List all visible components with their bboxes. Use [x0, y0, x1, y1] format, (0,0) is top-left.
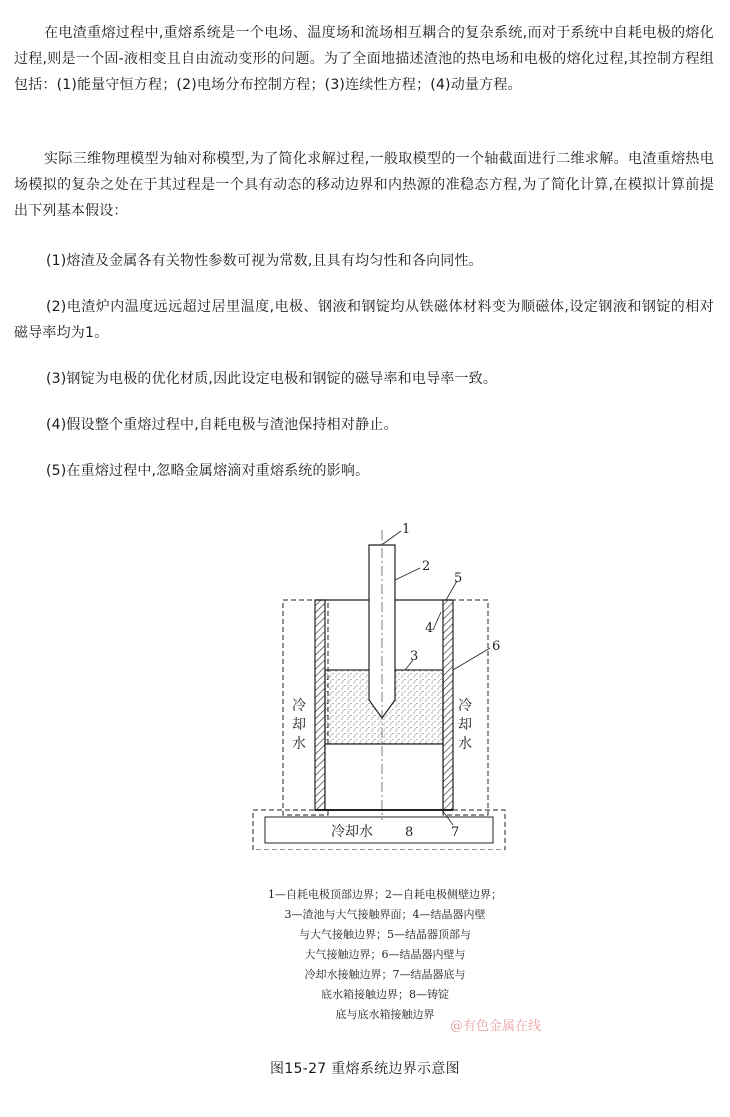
figure-title: 图15-27 重熔系统边界示意图	[270, 1061, 460, 1077]
cooling-water-left-2: 却	[292, 717, 306, 733]
assumption-5: (5)在重熔过程中,忽略金属熔滴对重熔系统的影响。	[46, 463, 370, 479]
assumption-3: (3)钢锭为电极的优化材质,因此设定电极和钢锭的磁导率和电导率一致。	[46, 371, 498, 387]
legend-line: 大气接触边界；6—结晶器内壁与	[304, 948, 466, 961]
label-7: 7	[451, 825, 460, 840]
label-5: 5	[454, 571, 463, 586]
label-8: 8	[405, 825, 414, 840]
mold-wall-right	[443, 600, 453, 810]
cooling-water-right-3: 水	[458, 736, 472, 752]
cooling-water-right-2: 却	[458, 717, 472, 733]
cooling-water-left-1: 冷	[292, 698, 306, 714]
label-4: 4	[425, 621, 434, 636]
watermark: @有色金属在线	[450, 1019, 542, 1034]
label-2: 2	[422, 559, 431, 574]
remelting-system-diagram	[245, 520, 515, 850]
diagram-svg	[245, 520, 515, 850]
legend-line: 3—渣池与大气接触界面；4—结晶器内壁	[284, 908, 486, 921]
legend-line: 底水箱接触边界；8—铸锭	[321, 988, 449, 1001]
intro-paragraph: 在电渣重熔过程中,重熔系统是一个电场、温度场和流场相互耦合的复杂系统,而对于系统中自耗电极的熔化过程,则是一个固-液相变且自由流动变形的问题。为了全面地描述渣池的热电场和电极的熔化过程,其控制方程组包括：(1)能量守恒方程；(2)电场分布控制方程；(3)连续性方程；(4)动量方程。	[14, 25, 714, 93]
ingot	[325, 744, 443, 810]
label-3: 3	[410, 649, 419, 664]
bottom-water-box	[253, 810, 505, 850]
legend-line: 与大气接触边界；5—结晶器顶部与	[299, 928, 471, 941]
legend-line: 1—自耗电极顶部边界；2—自耗电极侧壁边界；	[268, 888, 502, 901]
cooling-water-left-3: 水	[292, 736, 306, 752]
assumption-4: (4)假设整个重熔过程中,自耗电极与渣池保持相对静止。	[46, 417, 398, 433]
model-paragraph: 实际三维物理模型为轴对称模型,为了简化求解过程,一般取模型的一个轴截面进行二维求解。电渣重熔热电场模拟的复杂之处在于其过程是一个具有动态的移动边界和内热源的准稳态方程,为了简化计算,在模拟计算前提出下列基本假设：	[14, 151, 714, 219]
legend-line: 冷却水接触边界；7—结晶器底与	[304, 968, 466, 981]
figure-legend	[240, 885, 530, 1025]
label-1: 1	[402, 522, 411, 537]
assumption-1: (1)熔渣及金属各有关物性参数可视为常数,且具有均匀性和各向同性。	[46, 253, 483, 269]
label-6: 6	[492, 639, 501, 654]
mold-wall-left	[315, 600, 325, 810]
legend-line: 底与底水箱接触边界	[335, 1008, 435, 1021]
cooling-water-right-1: 冷	[458, 698, 472, 714]
assumption-2: (2)电渣炉内温度远远超过居里温度,电极、钢液和钢锭均从铁磁体材料变为顺磁体,设定钢液和钢锭的相对磁导率均为1。	[14, 299, 714, 341]
cooling-water-bottom: 冷却水	[331, 824, 373, 840]
